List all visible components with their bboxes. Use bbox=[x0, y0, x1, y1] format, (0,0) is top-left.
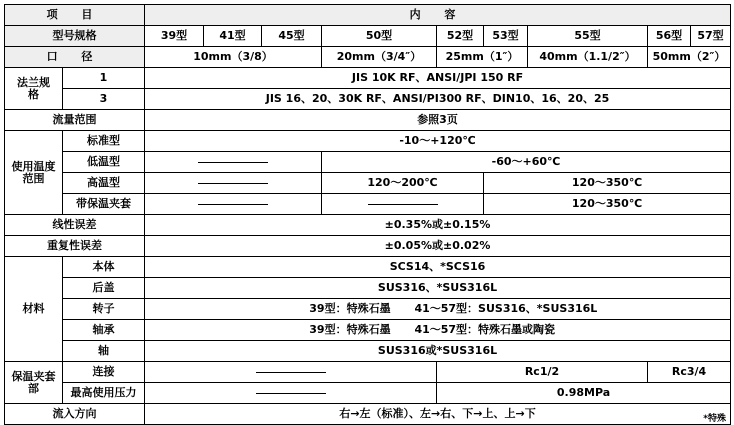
jacket-value: Rc1/2 bbox=[437, 362, 648, 383]
not-available bbox=[145, 383, 437, 404]
flange-row bbox=[5, 68, 731, 89]
model-cell: 41型 bbox=[204, 26, 262, 47]
material-value-a: 39型：特殊石墨 bbox=[309, 302, 391, 315]
flange-label: 法兰规格 bbox=[5, 68, 63, 110]
jacket-key: 连接 bbox=[63, 362, 145, 383]
jacket-key: 最高使用压力 bbox=[63, 383, 145, 404]
not-available bbox=[145, 152, 322, 173]
not-available bbox=[322, 194, 484, 215]
temp-row bbox=[5, 194, 731, 215]
temp-value: 120～200℃ bbox=[322, 173, 484, 194]
temp-value: 120～350℃ bbox=[484, 194, 731, 215]
flange-value: JIS 10K RF、ANSI/JPI 150 RF bbox=[145, 68, 731, 89]
dash-line bbox=[256, 393, 326, 394]
model-cell: 57型 bbox=[691, 26, 731, 47]
jacket-value: Rc3/4 bbox=[648, 362, 731, 383]
material-value-b: 41～57型：SUS316、*SUS316L bbox=[414, 302, 598, 315]
repeatability-value: ±0.05%或±0.02% bbox=[145, 236, 731, 257]
material-key: 轴承 bbox=[63, 320, 145, 341]
jacket-value: 0.98MPa bbox=[437, 383, 731, 404]
material-value: SUS316或*SUS316L bbox=[145, 341, 731, 362]
flow-range-value: 参照3页 bbox=[145, 110, 731, 131]
material-row bbox=[5, 257, 731, 278]
temp-value: -60～+60℃ bbox=[322, 152, 731, 173]
flange-row bbox=[5, 89, 731, 110]
model-cell: 39型 bbox=[145, 26, 204, 47]
model-row bbox=[5, 26, 731, 47]
dash-line bbox=[198, 162, 268, 163]
diameter-cell: 25mm（1″） bbox=[437, 47, 528, 68]
flange-value: JIS 16、20、30K RF、ANSI/PI300 RF、DIN10、16、20、25 bbox=[145, 89, 731, 110]
material-value-b: 41～57型：特殊石墨或陶瓷 bbox=[414, 323, 556, 336]
header-row bbox=[5, 5, 731, 26]
diameter-cell: 20mm（3/4″） bbox=[322, 47, 437, 68]
repeatability-row bbox=[5, 236, 731, 257]
dash-line bbox=[198, 183, 268, 184]
linearity-row bbox=[5, 215, 731, 236]
material-row bbox=[5, 278, 731, 299]
material-row bbox=[5, 299, 731, 320]
temp-row bbox=[5, 152, 731, 173]
temp-row bbox=[5, 173, 731, 194]
temp-key: 高温型 bbox=[63, 173, 145, 194]
footnote: *特殊 bbox=[703, 414, 726, 424]
flow-direction-label: 流入方向 bbox=[5, 404, 145, 425]
diameter-cell: 40mm（1.1/2″） bbox=[528, 47, 648, 68]
spec-table bbox=[4, 4, 731, 425]
dash-line bbox=[198, 204, 268, 205]
diameter-row bbox=[5, 47, 731, 68]
dash-line bbox=[256, 372, 326, 373]
diameter-cell: 50mm（2″） bbox=[648, 47, 731, 68]
material-label: 材料 bbox=[5, 257, 63, 362]
jacket-label: 保温夹套部 bbox=[5, 362, 63, 404]
repeatability-label: 重复性误差 bbox=[5, 236, 145, 257]
material-value bbox=[145, 299, 731, 320]
linearity-label: 线性误差 bbox=[5, 215, 145, 236]
flow-range-label: 流量范围 bbox=[5, 110, 145, 131]
model-cell: 45型 bbox=[262, 26, 322, 47]
flange-key: 3 bbox=[63, 89, 145, 110]
material-key: 转子 bbox=[63, 299, 145, 320]
jacket-row bbox=[5, 362, 731, 383]
temp-value: -10～+120℃ bbox=[145, 131, 731, 152]
temp-row bbox=[5, 131, 731, 152]
model-cell: 53型 bbox=[484, 26, 528, 47]
material-value bbox=[145, 320, 731, 341]
temp-key: 低温型 bbox=[63, 152, 145, 173]
flange-key: 1 bbox=[63, 68, 145, 89]
header-item: 项 目 bbox=[5, 5, 145, 26]
model-cell: 52型 bbox=[437, 26, 484, 47]
flow-range-row bbox=[5, 110, 731, 131]
not-available bbox=[145, 194, 322, 215]
model-label: 型号规格 bbox=[5, 26, 145, 47]
flow-direction-row bbox=[5, 404, 731, 425]
diameter-cell: 10mm（3/8） bbox=[145, 47, 322, 68]
model-cell: 55型 bbox=[528, 26, 648, 47]
material-value: SCS14、*SCS16 bbox=[145, 257, 731, 278]
material-key: 后盖 bbox=[63, 278, 145, 299]
model-cell: 56型 bbox=[648, 26, 691, 47]
temp-label: 使用温度范围 bbox=[5, 131, 63, 215]
linearity-value: ±0.35%或±0.15% bbox=[145, 215, 731, 236]
not-available bbox=[145, 362, 437, 383]
material-key: 本体 bbox=[63, 257, 145, 278]
material-value-a: 39型：特殊石墨 bbox=[309, 323, 391, 336]
material-value: SUS316、*SUS316L bbox=[145, 278, 731, 299]
temp-value: 120～350℃ bbox=[484, 173, 731, 194]
dash-line bbox=[368, 204, 438, 205]
temp-key: 标准型 bbox=[63, 131, 145, 152]
temp-key: 带保温夹套 bbox=[63, 194, 145, 215]
jacket-row bbox=[5, 383, 731, 404]
material-row bbox=[5, 320, 731, 341]
model-cell: 50型 bbox=[322, 26, 437, 47]
material-row bbox=[5, 341, 731, 362]
flow-direction-value: 右→左（标准）、左→右、下→上、上→下 bbox=[145, 404, 731, 425]
not-available bbox=[145, 173, 322, 194]
material-key: 轴 bbox=[63, 341, 145, 362]
diameter-label: 口 径 bbox=[5, 47, 145, 68]
header-content: 内 容 bbox=[145, 5, 731, 26]
